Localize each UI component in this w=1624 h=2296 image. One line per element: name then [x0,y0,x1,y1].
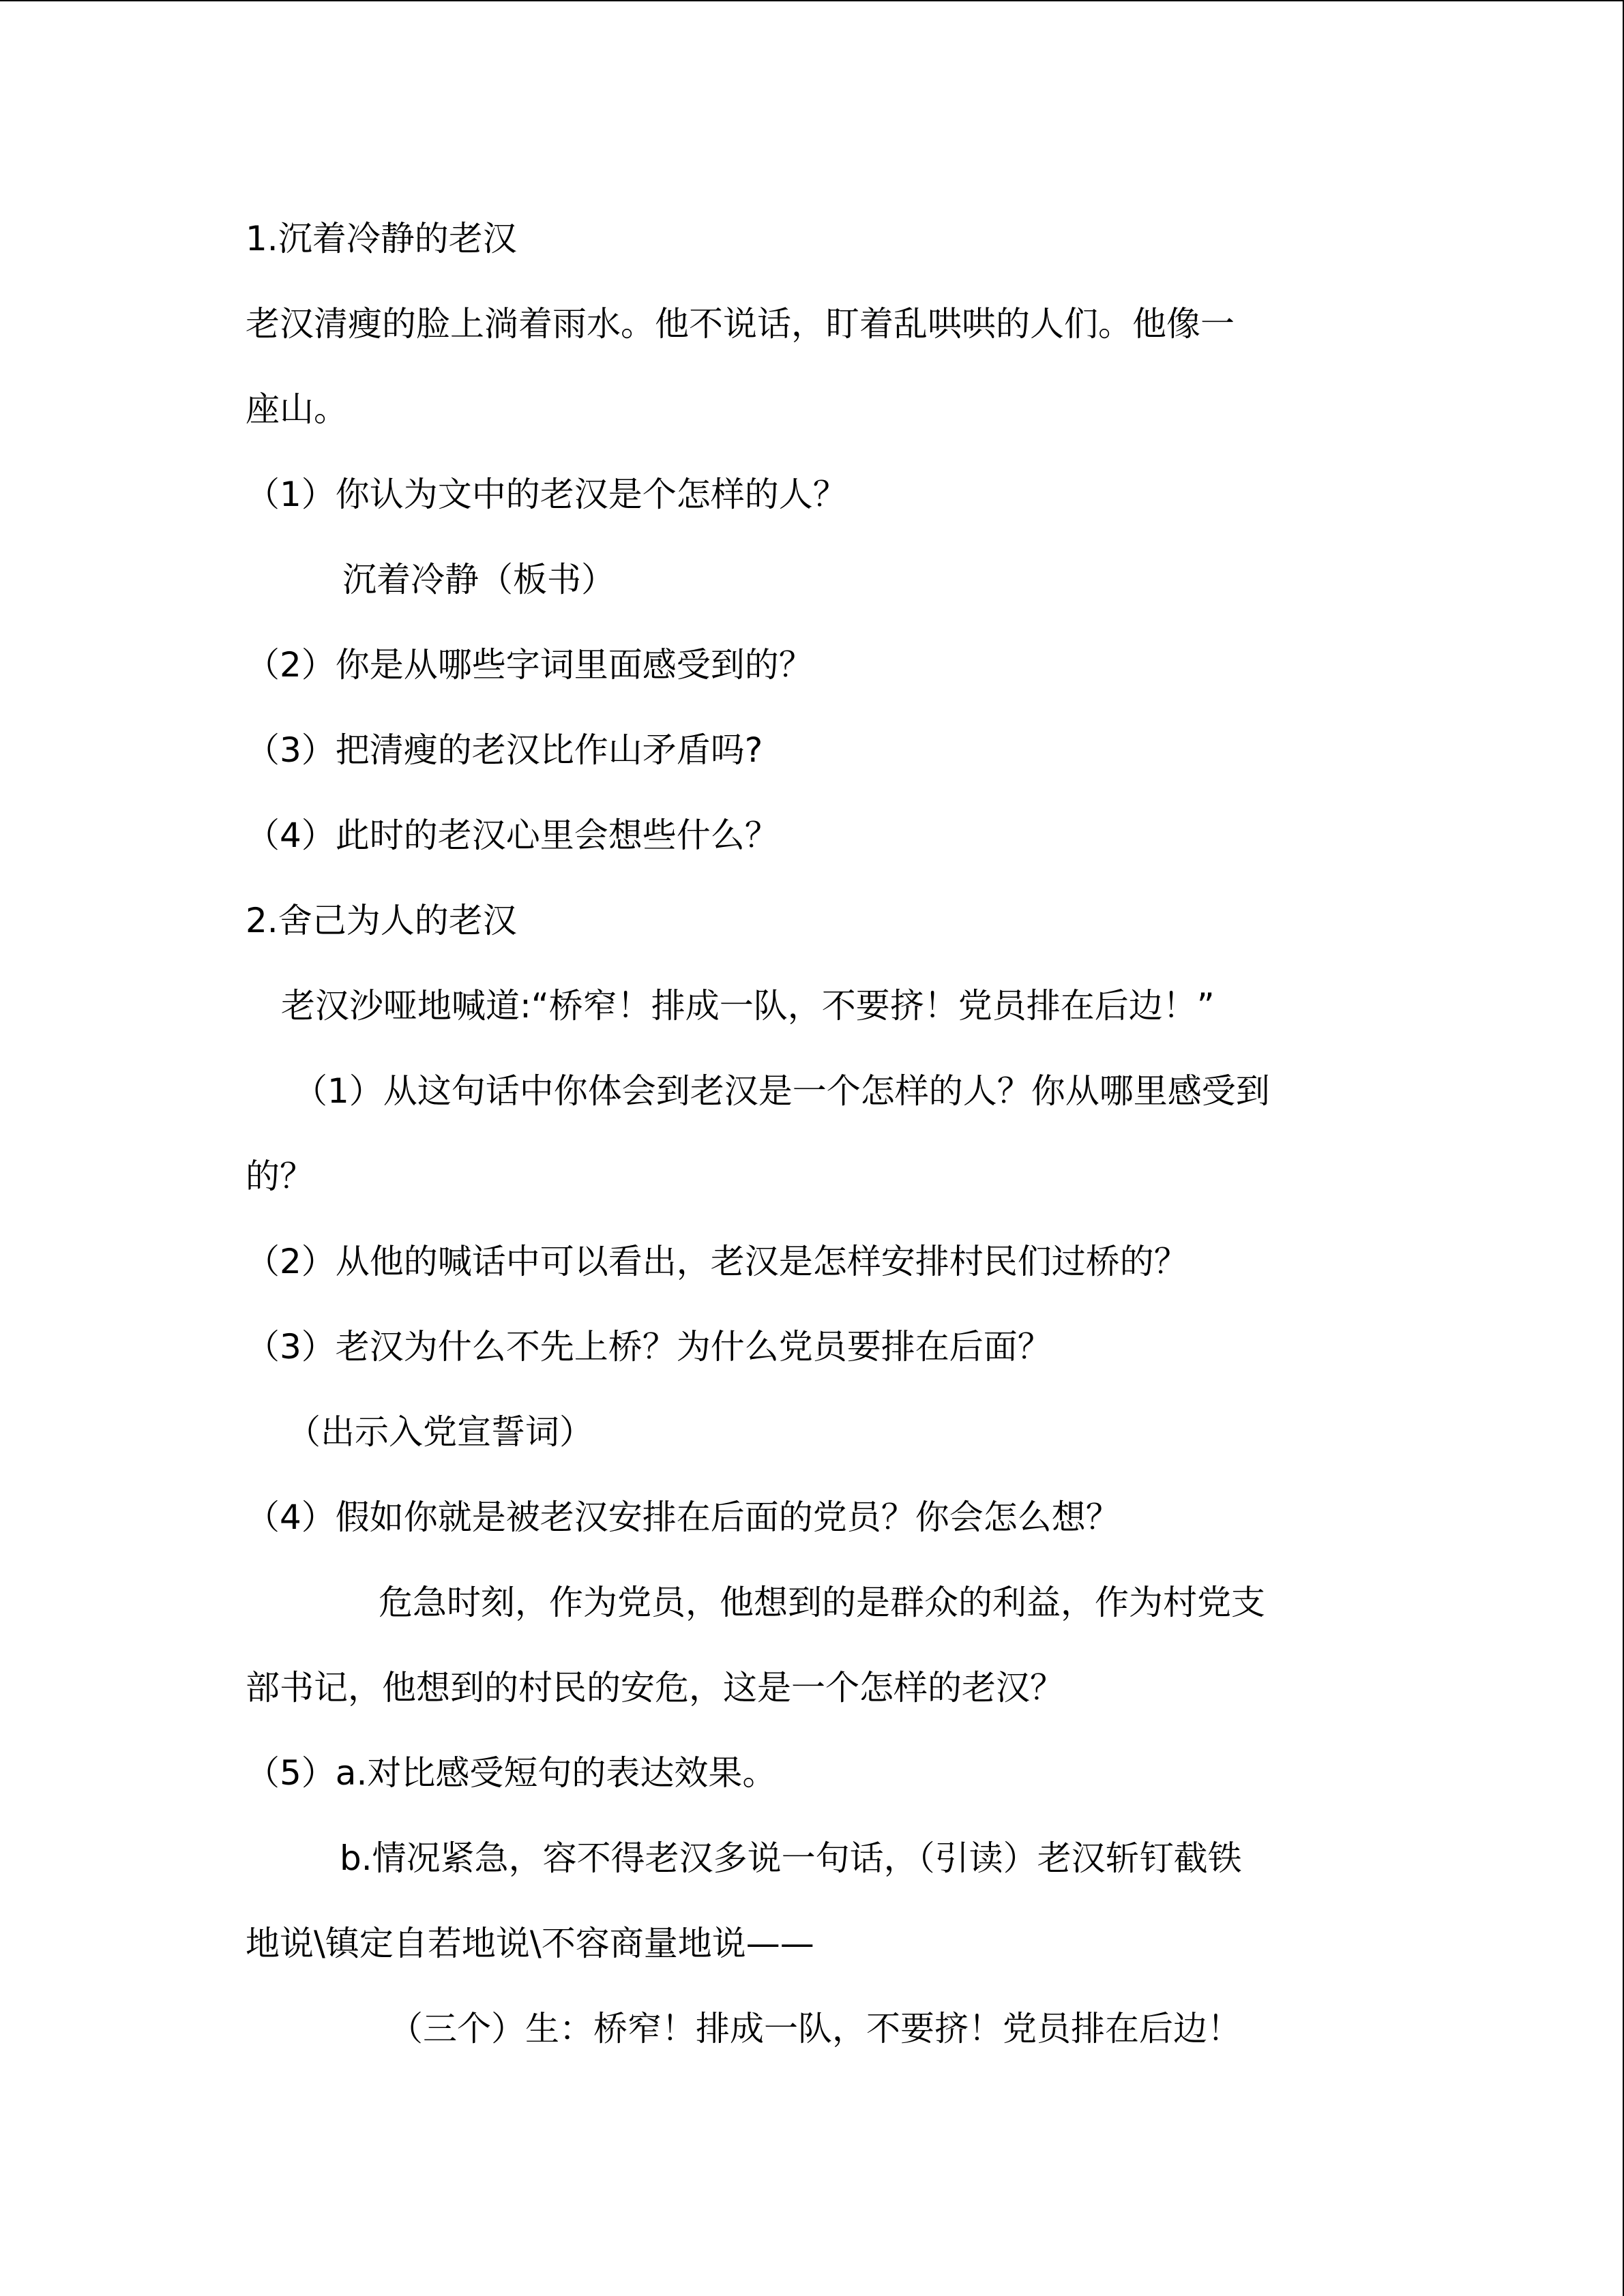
sub-item-line: 地说\镇定自若地说\不容商量地说—— [246,1924,814,1963]
quote-paragraph-line: 老汉清瘦的脸上淌着雨水。他不说话，盯着乱哄哄的人们。他像一 [246,304,1235,344]
display-note: （出示入党宣誓词） [286,1412,593,1452]
question-item: （4）此时的老汉心里会想些什么？ [246,816,779,855]
quote-paragraph-line: 老汉沙哑地喊道:“桥窄！排成一队，不要挤！党员排在后边！” [281,986,1215,1026]
sub-item-line: b.情况紧急，容不得老汉多说一句话，（引读）老汉斩钉截铁 [340,1838,1242,1878]
question-item-continuation: 的？ [246,1157,314,1196]
section-heading-2: 2.舍己为人的老汉 [246,901,517,940]
explanation-paragraph-line: 部书记，他想到的村民的安危，这是一个怎样的老汉？ [246,1668,1064,1708]
question-item: （2）从他的喊话中可以看出，老汉是怎样安排村民们过桥的？ [246,1242,1188,1281]
question-item: （1）你认为文中的老汉是个怎样的人？ [246,475,847,514]
question-item: （3）把清瘦的老汉比作山矛盾吗? [246,730,763,770]
question-item: （5）a.对比感受短句的表达效果。 [246,1753,777,1793]
section-heading-1: 1.沉着冷静的老汉 [246,219,517,258]
question-item: （3）老汉为什么不先上桥？为什么党员要排在后面？ [246,1327,1052,1367]
question-item: （2）你是从哪些字词里面感受到的？ [246,645,813,685]
question-item: （4）假如你就是被老汉安排在后面的党员？你会怎么想？ [246,1497,1120,1537]
student-response-line: （三个）生：桥窄！排成一队，不要挤！党员排在后边！ [389,2009,1241,2048]
question-item: （1）从这句话中你体会到老汉是一个怎样的人？你从哪里感受到 [293,1071,1270,1111]
quote-paragraph-line: 座山。 [246,389,348,429]
explanation-paragraph-line: 危急时刻，作为党员，他想到的是群众的利益，作为村党支 [379,1583,1265,1622]
board-note: 沉着冷静（板书） [342,560,615,599]
